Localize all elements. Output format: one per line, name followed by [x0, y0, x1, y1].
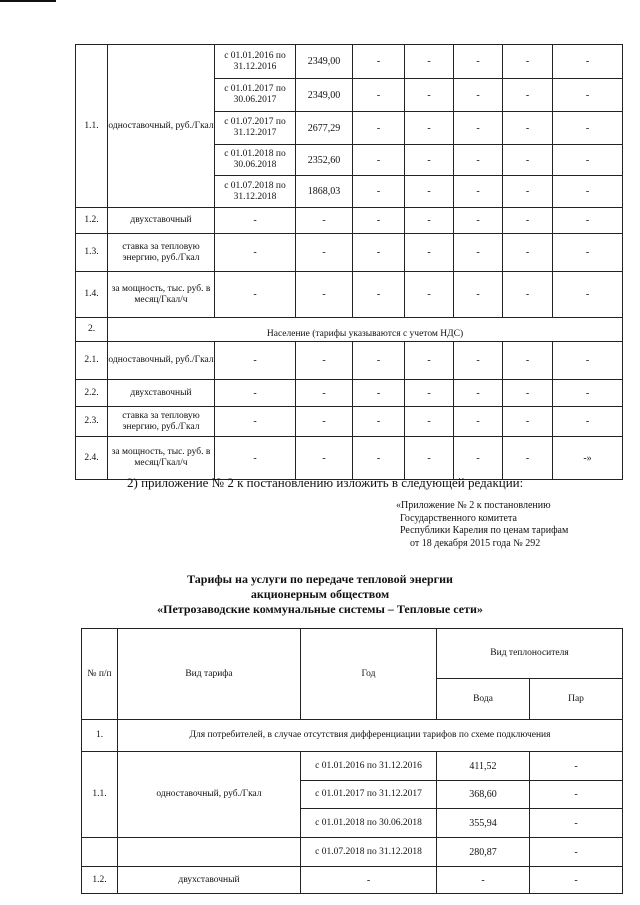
dash-cell: -	[553, 234, 623, 272]
row-number: 2.1.	[76, 342, 108, 380]
appendix-note-line: от 18 декабря 2015 года № 292	[410, 537, 541, 549]
tariff-table-continued	[75, 44, 623, 480]
tariff-type: двухставочный	[108, 208, 215, 234]
period-cell: с 01.01.2018 по 30.06.2018	[301, 809, 437, 838]
steam-value: -	[530, 867, 623, 894]
row-number: 1.2.	[82, 867, 118, 894]
dash-cell: -	[454, 437, 503, 480]
dash-cell: -	[405, 112, 454, 145]
dash-cell: -	[405, 208, 454, 234]
period-cell: с 01.01.2017 по 31.12.2017	[301, 781, 437, 809]
dash-cell: -	[405, 234, 454, 272]
dash-cell: -	[503, 145, 553, 176]
period-cell: с 01.07.2018 по 31.12.2018	[301, 838, 437, 867]
heat-transfer-tariff-table	[81, 628, 623, 894]
dash-cell: -	[353, 342, 405, 380]
dash-cell: -	[405, 342, 454, 380]
header-carrier: Вид теплоносителя	[437, 629, 623, 679]
appendix-note-line: Республики Карелия по ценам тарифам	[400, 525, 569, 536]
dash-cell: -	[296, 407, 353, 437]
dash-cell: -	[454, 79, 503, 112]
dash-cell: -	[215, 380, 296, 407]
row-number: 1.1.	[82, 752, 118, 838]
dash-cell: -	[215, 407, 296, 437]
dash-cell: -	[553, 112, 623, 145]
dash-cell: -	[503, 208, 553, 234]
value-cell: 2352,60	[296, 145, 353, 176]
dash-cell: -	[553, 79, 623, 112]
dash-cell: -	[553, 342, 623, 380]
heading-line: Тарифы на услуги по передаче тепловой энергии	[187, 572, 453, 586]
dash-cell: -	[353, 45, 405, 79]
dash-cell: -	[503, 437, 553, 480]
dash-cell: -	[405, 45, 454, 79]
period-cell: с 01.07.2018 по 31.12.2018	[215, 176, 296, 208]
dash-cell: -	[405, 79, 454, 112]
dash-cell: -	[296, 342, 353, 380]
dash-cell: -	[553, 380, 623, 407]
section-title: Для потребителей, в случае отсутствия дифференциации тарифов по схеме подключения	[118, 720, 623, 752]
period-cell: с 01.07.2017 по 31.12.2017	[215, 112, 296, 145]
dash-cell: -	[503, 112, 553, 145]
steam-value: -	[530, 838, 623, 867]
water-value: 411,52	[437, 752, 530, 781]
dash-cell: -	[503, 45, 553, 79]
amendment-item-2: 2) приложение № 2 к постановлению изложить в следующей редакции:	[127, 475, 524, 490]
tariff-type: одноставочный, руб./Гкал	[118, 752, 301, 838]
tariff-type: за мощность, тыс. руб. в месяц/Гкал/ч	[108, 437, 215, 480]
value-cell: 1868,03	[296, 176, 353, 208]
dash-cell: -	[405, 407, 454, 437]
tariff-type: ставка за тепловую энергию, руб./Гкал	[108, 407, 215, 437]
header-year: Год	[301, 629, 437, 720]
appendix-note-line: Государственного комитета	[400, 512, 517, 524]
top-rule	[0, 0, 56, 2]
dash-cell: -	[353, 79, 405, 112]
value-cell: 2349,00	[296, 45, 353, 79]
dash-cell: -	[353, 176, 405, 208]
dash-cell: -	[405, 176, 454, 208]
dash-cell: -	[353, 145, 405, 176]
dash-cell: -	[353, 437, 405, 480]
dash-cell: -	[454, 380, 503, 407]
tariff-type: за мощность, тыс. руб. в месяц/Гкал/ч	[108, 272, 215, 318]
dash-cell: -	[454, 272, 503, 318]
dash-cell: -	[353, 380, 405, 407]
dash-cell: -	[353, 272, 405, 318]
dash-cell: -	[454, 208, 503, 234]
row-number: 2.	[76, 318, 108, 342]
section-title: Население (тарифы указываются с учетом НДС)	[108, 318, 623, 342]
header-tariff-type: Вид тарифа	[118, 629, 301, 720]
water-value: 355,94	[437, 809, 530, 838]
steam-value: -	[530, 809, 623, 838]
dash-cell: -	[454, 234, 503, 272]
appendix-note	[396, 500, 568, 550]
steam-value: -	[530, 781, 623, 809]
dash-cell: -	[454, 176, 503, 208]
dash-cell: -	[503, 234, 553, 272]
period-cell: с 01.01.2016 по 31.12.2016	[301, 752, 437, 781]
dash-cell: -	[296, 234, 353, 272]
dash-cell: -	[454, 112, 503, 145]
tariff-type: одноставочный, руб./Гкал	[108, 45, 215, 208]
document-heading	[0, 572, 640, 617]
row-number: 2.2.	[76, 380, 108, 407]
header-steam: Пар	[530, 679, 623, 720]
appendix-note-line: «Приложение № 2 к постановлению	[396, 500, 551, 511]
water-value: -	[437, 867, 530, 894]
dash-cell: -	[454, 342, 503, 380]
dash-cell: -	[301, 867, 437, 894]
header-water: Вода	[437, 679, 530, 720]
dash-cell: -	[454, 407, 503, 437]
dash-cell: -	[503, 272, 553, 318]
dash-cell: -	[405, 145, 454, 176]
dash-cell: -	[405, 272, 454, 318]
row-number: 2.4.	[76, 437, 108, 480]
dash-cell: -	[215, 208, 296, 234]
dash-cell: -	[353, 112, 405, 145]
water-value: 368,60	[437, 781, 530, 809]
dash-cell: -	[553, 145, 623, 176]
dash-cell: -	[503, 342, 553, 380]
dash-cell: -	[553, 208, 623, 234]
row-number: 1.1.	[76, 45, 108, 208]
dash-cell: -	[553, 407, 623, 437]
water-value: 280,87	[437, 838, 530, 867]
dash-cell: -	[215, 234, 296, 272]
dash-cell: -	[353, 407, 405, 437]
dash-cell: -	[454, 145, 503, 176]
row-number: 1.3.	[76, 234, 108, 272]
dash-cell: -	[503, 176, 553, 208]
tariff-type: двухставочный	[108, 380, 215, 407]
heading-line: акционерным обществом	[250, 587, 390, 601]
period-cell: с 01.01.2017 по 30.06.2017	[215, 79, 296, 112]
dash-cell: -	[353, 208, 405, 234]
dash-cell: -	[296, 208, 353, 234]
period-cell: с 01.01.2016 по 31.12.2016	[215, 45, 296, 79]
dash-cell: -	[296, 380, 353, 407]
dash-cell: -	[296, 272, 353, 318]
dash-cell: -	[503, 79, 553, 112]
dash-cell: -	[296, 437, 353, 480]
dash-cell: -	[553, 45, 623, 79]
dash-cell: -	[405, 437, 454, 480]
dash-cell: -	[553, 176, 623, 208]
dash-cell: -	[215, 437, 296, 480]
header-num: № п/п	[82, 629, 118, 720]
dash-cell: -	[553, 272, 623, 318]
tariff-type: двухставочный	[118, 867, 301, 894]
row-number-empty	[82, 838, 118, 867]
value-cell: 2677,29	[296, 112, 353, 145]
steam-value: -	[530, 752, 623, 781]
row-number: 1.2.	[76, 208, 108, 234]
tariff-type-empty	[118, 838, 301, 867]
tariff-type: одноставочный, руб./Гкал	[108, 342, 215, 380]
dash-cell: -	[215, 342, 296, 380]
heading-line: «Петрозаводские коммунальные системы – Тепловые сети»	[157, 602, 483, 616]
tariff-type: ставка за тепловую энергию, руб./Гкал	[108, 234, 215, 272]
dash-cell: -	[454, 45, 503, 79]
dash-cell: -	[353, 234, 405, 272]
row-number: 1.	[82, 720, 118, 752]
closing-dash-cell: -»	[553, 437, 623, 480]
dash-cell: -	[215, 272, 296, 318]
row-number: 2.3.	[76, 407, 108, 437]
row-number: 1.4.	[76, 272, 108, 318]
period-cell: с 01.01.2018 по 30.06.2018	[215, 145, 296, 176]
value-cell: 2349,00	[296, 79, 353, 112]
dash-cell: -	[503, 380, 553, 407]
dash-cell: -	[405, 380, 454, 407]
dash-cell: -	[503, 407, 553, 437]
